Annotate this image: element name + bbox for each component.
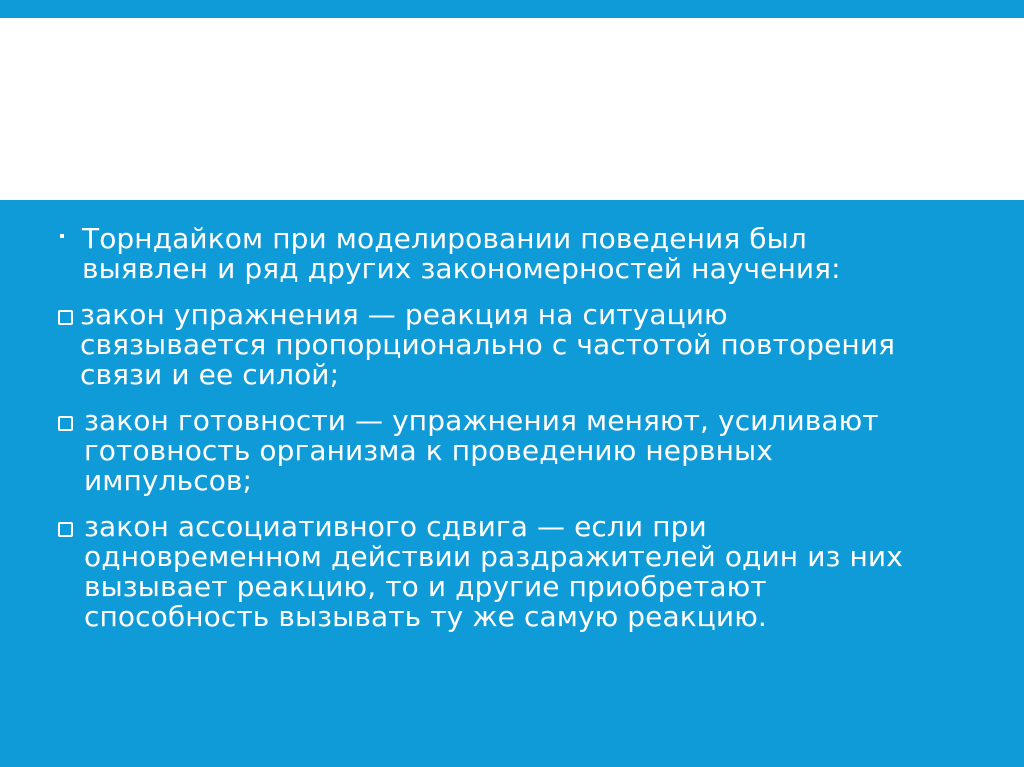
- slide-content: [58, 224, 978, 648]
- bullet-item-intro: [58, 224, 978, 284]
- bullet-text: Торндайком при моделировании поведения был выявлен и ряд других закономерностей научения:: [82, 222, 841, 285]
- bullet-text: закон готовности — упражнения меняют, усиливают готовность организма к проведению нервных импульсов;: [84, 404, 879, 497]
- checkbox-icon: [58, 300, 80, 330]
- checkbox-icon: [58, 512, 84, 542]
- bullet-item-law-readiness: [58, 406, 978, 496]
- bullet-item-law-exercise: [58, 300, 978, 390]
- checkbox-icon: [58, 406, 84, 436]
- title-band: [0, 18, 1024, 200]
- bullet-text: закон ассоциативного сдвига — если при одновременном действии раздражителей один из них вызывает реакцию, то и другие приобретают способность вызывать ту же самую реакцию.: [84, 510, 903, 633]
- bullet-text: закон упражнения — реакция на ситуацию связывается пропорционально с частотой повторения связи и ее силой;: [80, 298, 896, 391]
- bullet-item-law-associative-shift: [58, 512, 978, 632]
- bullet-icon: [58, 224, 82, 254]
